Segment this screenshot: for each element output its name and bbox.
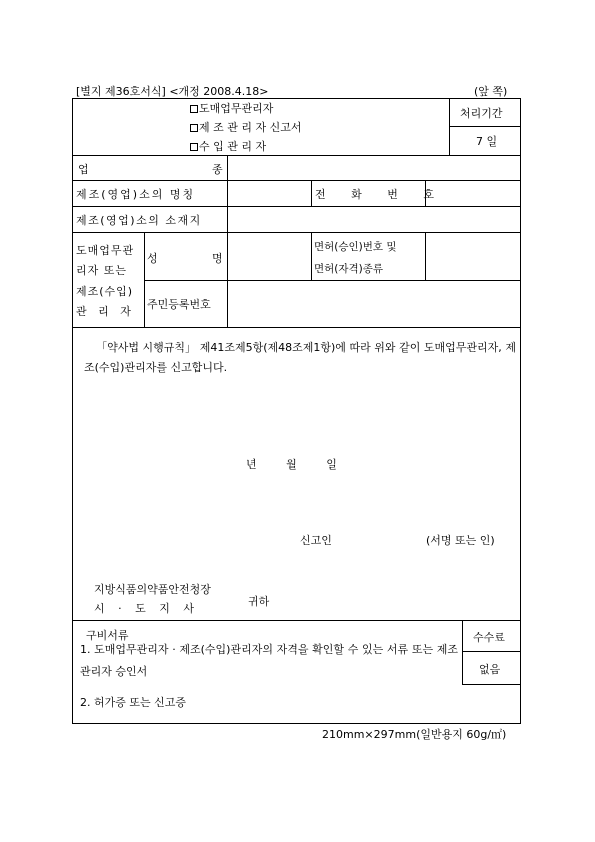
company-name-field[interactable] [229,182,309,204]
page-side: (앞 쪽) [474,85,508,98]
processing-label: 처리기간 [460,107,503,120]
manager-label-line-3: 제조(수입) [76,285,134,298]
label-business-type-1: 업 [78,163,89,176]
manager-label-line-4: 관 리 자 [76,305,135,318]
license-label-line-2: 면허(자격)종류 [314,263,384,275]
honorific: 귀하 [248,595,270,608]
revision-note: <개정 2008.4.18> [169,85,269,98]
document-item-2: 2. 허가증 또는 신고증 [80,696,186,709]
title-option-wholesale: 도매업무관리자 [190,100,273,116]
declaration-text: 「약사법 시행규칙」 제41조제5항(제48조제1항)에 따라 위와 같이 도매업무관리자, 제조(수입)관리자를 신고합니다. [84,341,516,374]
name-field[interactable] [229,234,309,278]
checkbox-icon[interactable] [190,124,198,132]
form-id: [별지 제36호서식] <개정 2008.4.18> [76,85,269,98]
checkbox-icon[interactable] [190,105,198,113]
resident-no-label: 주민등록번호 [147,298,211,311]
company-name-label: 제조(영업)소의 명칭 [76,188,196,201]
title-option-manufacture: 제 조 관 리 자 신고서 [190,119,302,135]
recipient-line-2: 시 · 도 지 사 [94,602,199,615]
manager-label-line-2: 리자 또는 [76,264,128,277]
phone-field[interactable] [427,182,519,204]
resident-no-field[interactable] [229,282,519,326]
recipient-line-1: 지방식품의약품안전청장 [94,583,211,596]
signature-note: (서명 또는 인) [426,534,495,547]
document-item-1: 1. 도매업무관리자 · 제조(수입)관리자의 자격을 확인할 수 있는 서류 또는 제조관리자 승인서 [80,643,458,678]
manager-label-line-1: 도매업무관 [76,244,135,257]
processing-value: 7 일 [476,135,498,148]
address-field[interactable] [229,208,519,230]
documents-title: 구비서류 [86,629,129,642]
business-type-field[interactable] [229,157,519,178]
name-label-1: 성 [147,252,158,265]
applicant-label: 신고인 [300,534,332,547]
address-label: 제조(영업)소의 소재지 [76,214,202,227]
name-label-2: 명 [212,252,223,265]
label-business-type-2: 종 [212,163,223,176]
checkbox-icon[interactable] [190,143,198,151]
license-label-line-1: 면허(승인)번호 및 [314,241,397,253]
paper-spec: 210mm×297mm(일반용지 60g/㎡) [322,728,507,741]
license-field[interactable] [427,234,519,278]
title-option-import: 수 입 관 리 자 [190,138,266,154]
date-line: 년 월 일 [246,458,337,471]
phone-label: 전 화 번 호 [315,188,445,201]
fee-label: 수수료 [473,631,505,644]
fee-value: 없음 [479,663,501,676]
